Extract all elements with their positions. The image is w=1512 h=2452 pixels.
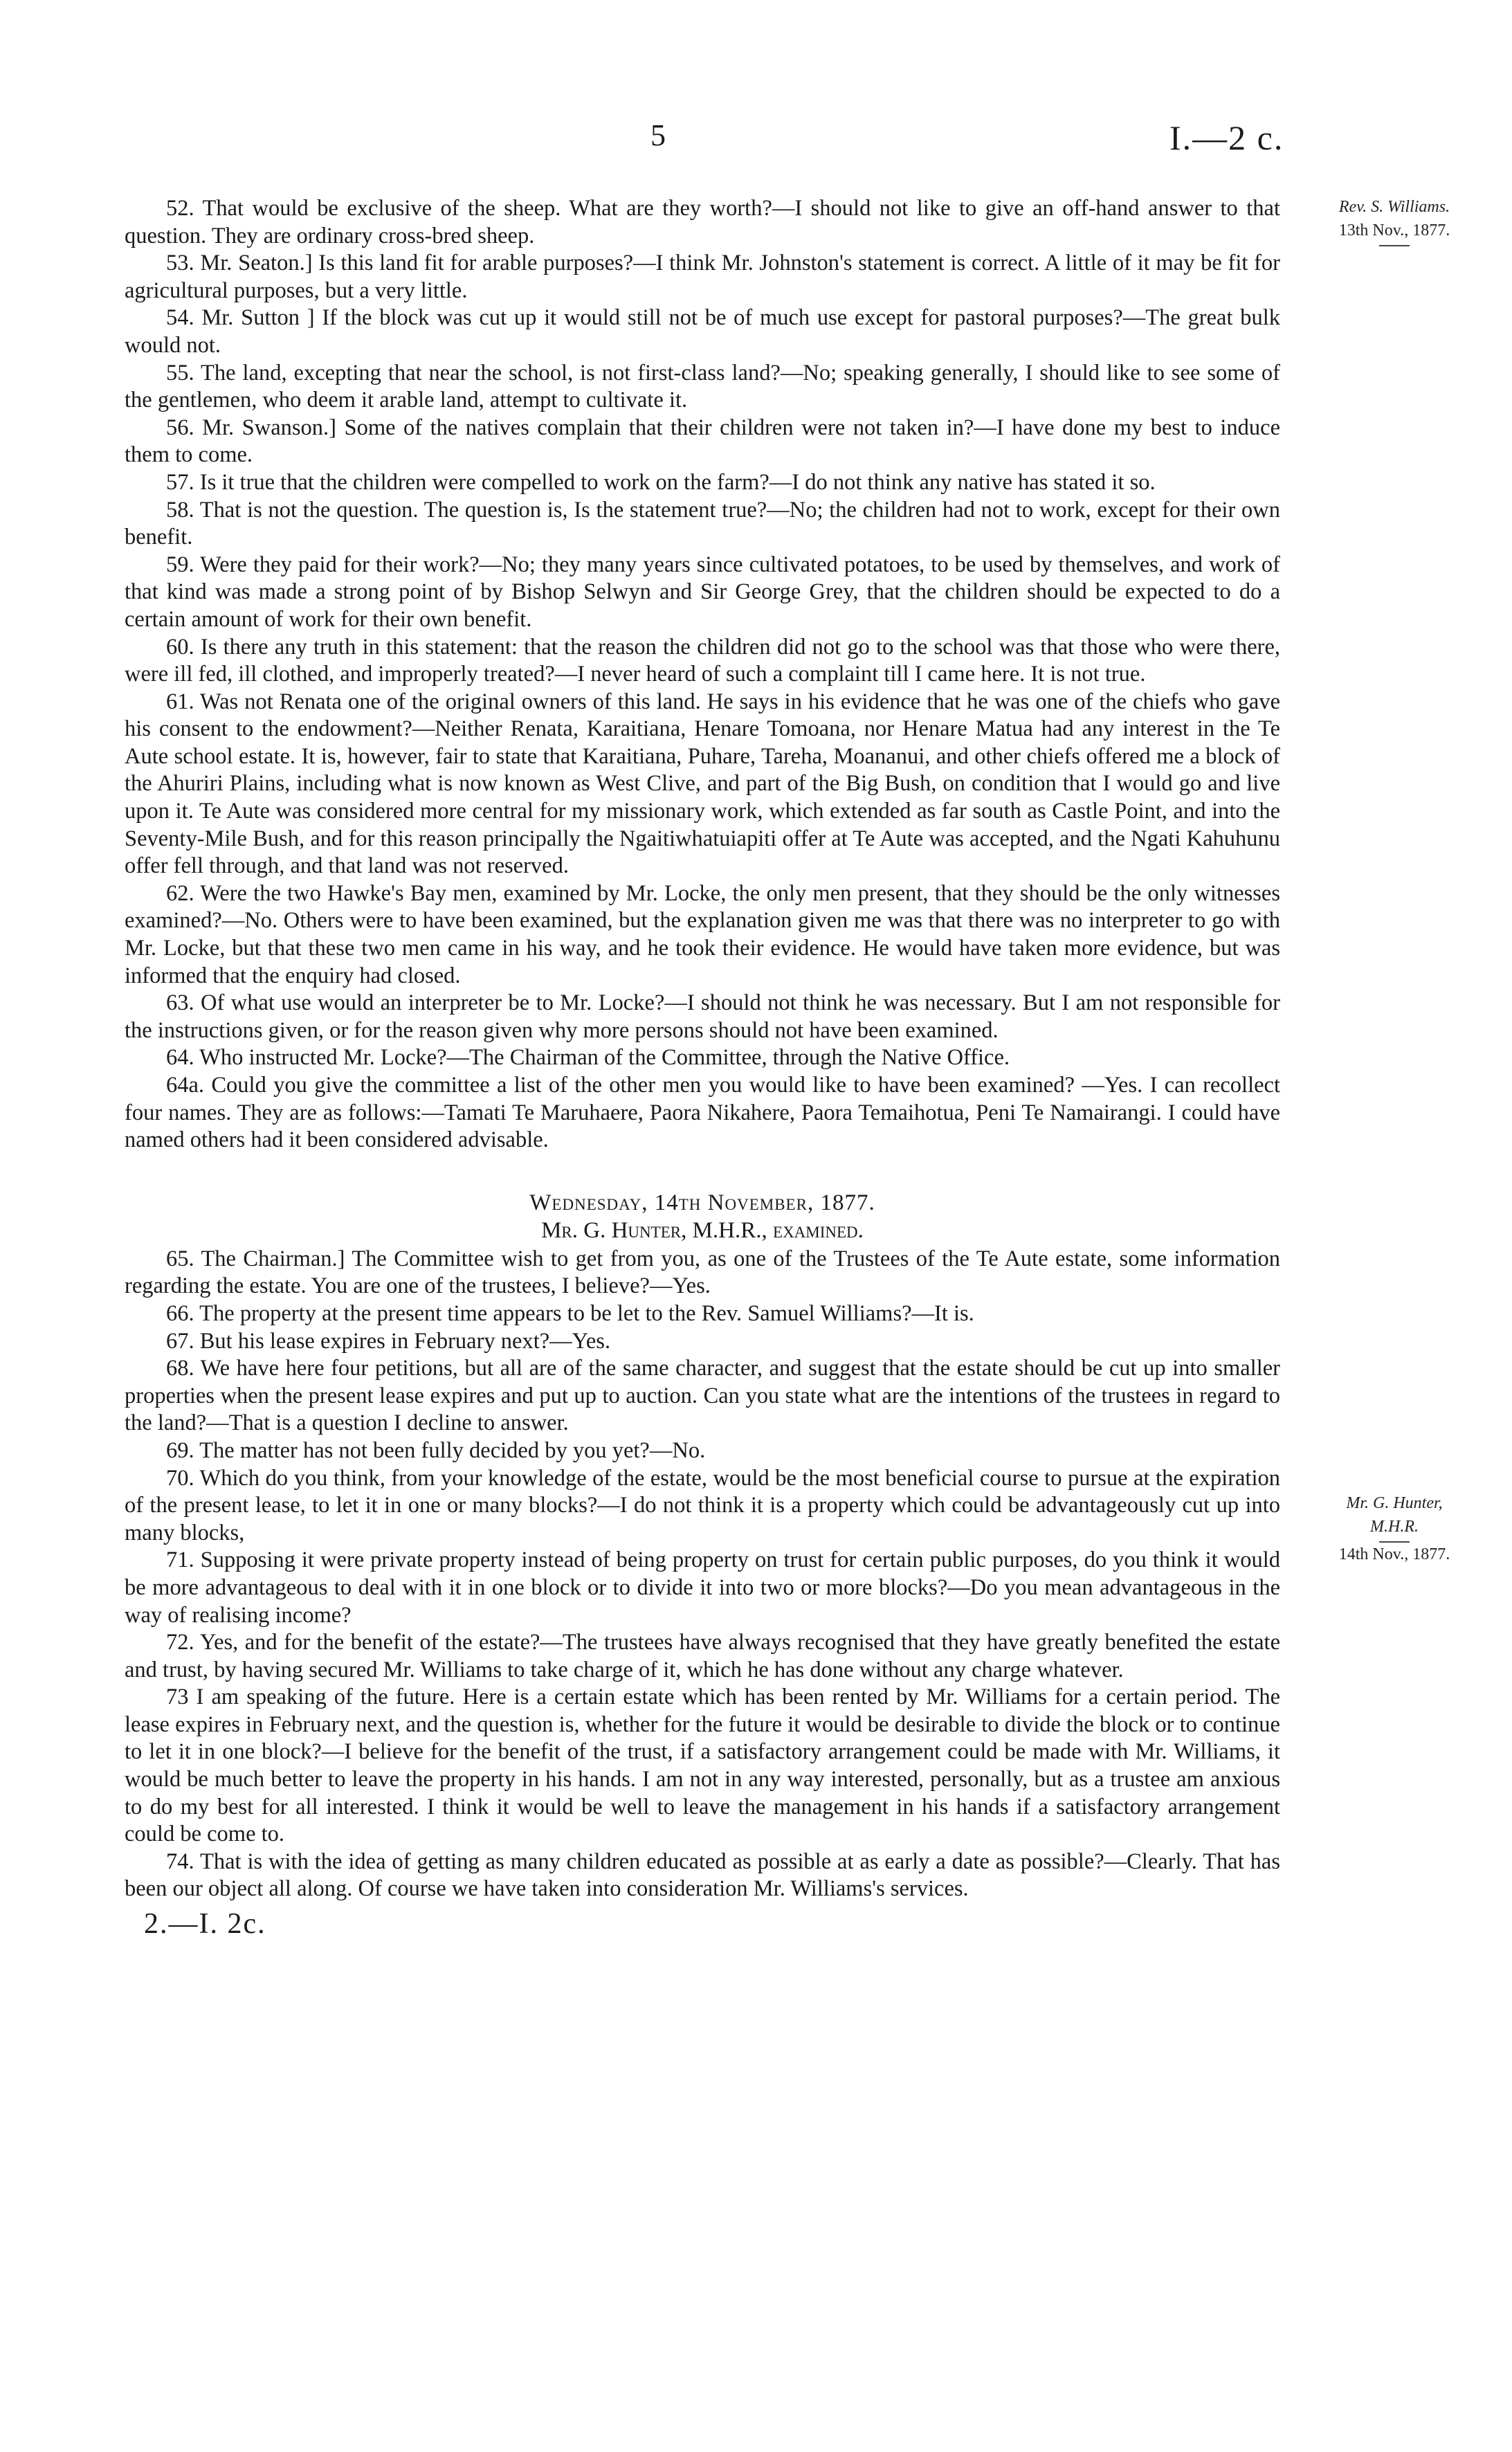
- margin-note-name: Rev. S. Williams.: [1338, 198, 1450, 216]
- question-57: 57. Is it true that the children were compelled to work on the farm?—I do not think any native has stated it so.: [166, 469, 1156, 495]
- section-witness-heading: Mr. G. Hunter, M.H.R., examined.: [541, 1217, 864, 1243]
- question-55: 55. The land, excepting that near the school, is not first-class land?—No; speaking generally, I should like to see some of the gentlemen, who deem it arable land, attempt to cultivate it.: [125, 360, 1280, 413]
- margin-note-date: 13th Nov., 1877.: [1338, 221, 1450, 239]
- question-62: 62. Were the two Hawke's Bay men, examined by Mr. Locke, the only men present, that they should be the only witnesses examined?—No. Others were to have been examined, but the explanation given me was that there was no interpreter to go with Mr. Locke, but that these two men came in his way, and he took their evidence. He would have taken more evidence, but was informed that the enquiry had closed.: [125, 880, 1280, 988]
- question-54: 54. Mr. Sutton ] If the block was cut up it would still not be of much use except for pastoral purposes?—The great bulk would not.: [125, 305, 1280, 358]
- question-66: 66. The property at the present time appears to be let to the Rev. Samuel Williams?—It is.: [166, 1300, 974, 1326]
- margin-note-witness-2: [1291, 1491, 1498, 1566]
- question-69: 69. The matter has not been fully decided by you yet?—No.: [166, 1437, 706, 1463]
- question-61: 61. Was not Renata one of the original owners of this land. He says in his evidence that he was one of the chiefs who gave his consent to the endowment?—Neither Renata, Karaitiana, Henare Tomoana, nor Henare Matua had any interest in the Te Aute school estate. It is, however, fair to state that Karaitiana, Puhare, Tareha, Moananui, and other chiefs offered me a block of the Ahuriri Plains, including what is now known as West Clive, and part of the Big Bush, on condition that I would go and live upon it. Te Aute was considered more central for my missionary work, which extended as far south as Castle Point, and into the Seventy-Mile Bush, and for this reason principally the Ngaitiwhatuiapiti offer at Te Aute was accepted, and the Ngati Kahuhunu offer fell through, and that land was not reserved.: [125, 689, 1280, 879]
- question-72: 72. Yes, and for the benefit of the estate?—The trustees have always recognised that they have greatly benefited the estate and trust, by having secured Mr. Williams to take charge of it, which he has done without any charge whatever.: [125, 1630, 1280, 1682]
- page-header: [0, 118, 1512, 166]
- question-58: 58. That is not the question. The question is, Is the statement true?—No; the children had not to work, except for their own benefit.: [125, 497, 1280, 550]
- question-64: 64. Who instructed Mr. Locke?—The Chairman of the Committee, through the Native Office.: [166, 1045, 1010, 1071]
- margin-note-name-line1: Mr. G. Hunter,: [1346, 1494, 1443, 1512]
- question-68: 68. We have here four petitions, but all are of the same character, and suggest that the estate should be cut up into smaller properties when the present lease expires and put up to auction. Can you state what are the intentions of the trustees in regard to the land?—That is a question I decline to answer.: [125, 1356, 1280, 1436]
- margin-note-rule: [1379, 245, 1410, 246]
- section-date-heading: Wednesday, 14th November, 1877.: [529, 1190, 875, 1215]
- question-53: 53. Mr. Seaton.] Is this land fit for arable purposes?—I think Mr. Johnston's statement is correct. A little of it may be fit for agricultural purposes, but a very little.: [125, 251, 1280, 303]
- question-63: 63. Of what use would an interpreter be to Mr. Locke?—I should not think he was necessary. But I am not responsible for the instructions given, or for the reason given why more persons should not have been examined.: [125, 990, 1280, 1043]
- question-52: 52. That would be exclusive of the sheep. What are they worth?—I should not like to give an off-hand answer to that question. They are ordinary cross-bred sheep.: [125, 196, 1280, 248]
- question-64a: 64a. Could you give the committee a list of the other men you would like to have been examined? —Yes. I can recollect four names. They are as follows:—Tamati Te Maruhaere, Paora Nikahere, Paora Temaihotua, Peni Te Namairangi. I could have named others had it been considered advisable.: [125, 1073, 1280, 1153]
- question-74: 74. That is with the idea of getting as many children educated as possible at as early a date as possible?—Clearly. That has been our object all along. Of course we have taken into consideration Mr. Williams's services.: [125, 1849, 1280, 1902]
- question-60: 60. Is there any truth in this statement: that the reason the children did not go to the school was that those who were there, were ill fed, ill clothed, and improperly treated?—I never heard of such a complaint till I came here. It is not true.: [125, 634, 1280, 687]
- document-reference: I.—2 c.: [1169, 118, 1284, 157]
- margin-note-witness-1: [1291, 195, 1498, 246]
- question-59: 59. Were they paid for their work?—No; they many years since cultivated potatoes, to be used by themselves, and work of that kind was made a strong point of by Bishop Selwyn and Sir George Grey, that the children should be expected to do a certain amount of work for their own benefit.: [125, 552, 1280, 632]
- printer-signature-mark: 2.—I. 2c.: [144, 1908, 266, 1941]
- question-67: 67. But his lease expires in February next?—Yes.: [166, 1328, 611, 1354]
- question-56: 56. Mr. Swanson.] Some of the natives complain that their children were not taken in?—I have done my best to induce them to come.: [125, 415, 1280, 468]
- margin-note-date: 14th Nov., 1877.: [1338, 1545, 1450, 1563]
- question-70: 70. Which do you think, from your knowledge of the estate, would be the most beneficial course to pursue at the expiration of the present lease, to let it in one or many blocks?—I do not think it is a property which could be advantageously cut up into many blocks,: [125, 1465, 1280, 1545]
- question-65: 65. The Chairman.] The Committee wish to get from you, as one of the Trustees of the Te Aute estate, some information regarding the estate. You are one of the trustees, I believe?—Yes.: [125, 1246, 1280, 1299]
- margin-note-name-line2: M.H.R.: [1370, 1518, 1419, 1536]
- question-71: 71. Supposing it were private property instead of being property on trust for certain public purposes, do you think it would be more advantageous to deal with it in one block or to divide it into two or more blocks?—Do you mean advantageous in the way of realising income?: [125, 1547, 1280, 1628]
- page-number: 5: [650, 118, 666, 152]
- main-text-column: [125, 195, 1280, 1941]
- question-73: 73 I am speaking of the future. Here is a certain estate which has been rented by Mr. Williams for a certain period. The lease expires in February next, and the question is, whether for the future it would be desirable to divide the block or to continue to let it in one block?—I believe for the benefit of the trust, if a satisfactory arrangement could be made with Mr. Williams, it would be much better to leave the property in his hands. I am not in any way interested, personally, but as a trustee am anxious to do my best for all interested. I think it would be well to leave the management in his hands if a satisfactory arrangement could be come to.: [125, 1684, 1280, 1847]
